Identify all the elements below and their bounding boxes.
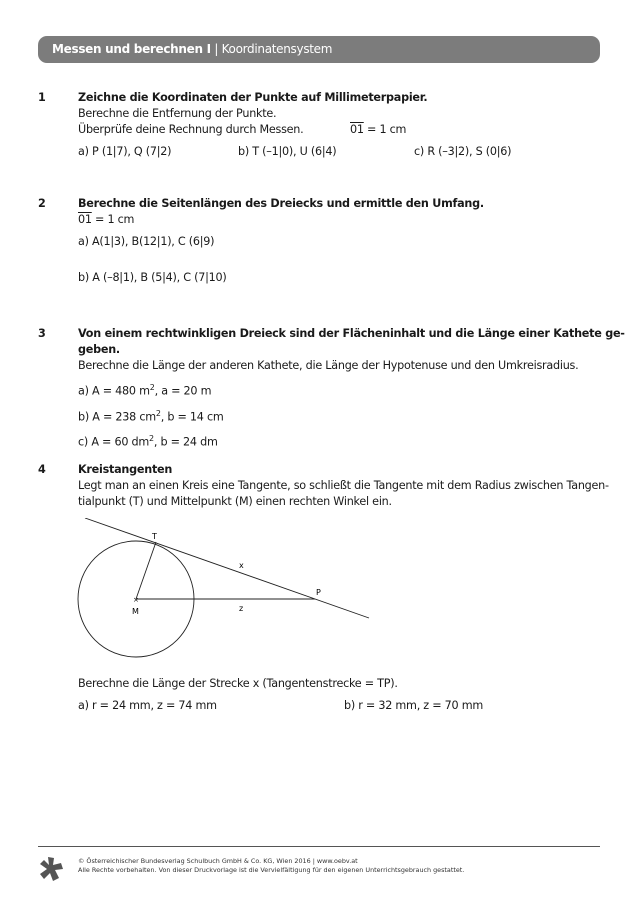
task-number: 3 — [38, 327, 46, 340]
option-a: a) r = 24 mm, z = 74 mm — [78, 699, 217, 712]
option-sup: 2 — [149, 434, 154, 444]
option-a — [78, 380, 600, 400]
radius-line — [136, 542, 156, 599]
option-text: , b = 14 cm — [160, 410, 224, 424]
tangent-line — [85, 518, 369, 618]
footer — [78, 857, 464, 875]
task-title: Zeichne die Koordinaten der Punkte auf Millimeterpapier. — [78, 91, 428, 104]
unit-note — [78, 212, 600, 228]
header-title: Messen und berechnen I — [52, 42, 211, 56]
unit-note — [350, 122, 406, 138]
option-text: , b = 24 dm — [153, 436, 218, 450]
header-subtitle: Koordinatensystem — [221, 42, 333, 56]
option-b: b) T (–1|0), U (6|4) — [238, 145, 337, 158]
task-text-row — [78, 122, 600, 138]
task-title-cont: geben. — [78, 343, 120, 356]
option-text: c) A = 60 dm — [78, 436, 150, 450]
footer-divider — [38, 846, 600, 847]
task-number: 1 — [38, 91, 46, 104]
option-text: b) A = 238 cm — [78, 410, 156, 424]
page-header — [38, 36, 600, 63]
option-sup: 2 — [155, 408, 161, 418]
options-row — [78, 698, 600, 714]
publisher-logo-icon — [38, 855, 66, 883]
task-title: Von einem rechtwinkligen Dreieck sind der Flächeninhalt und die Länge einer Kathete ge- — [78, 327, 625, 340]
task-question: Berechne die Länge der Strecke x (Tangentenstrecke = TP). — [78, 677, 398, 690]
option-text: a) A = 480 m — [78, 384, 150, 398]
option-sup: 2 — [149, 383, 155, 392]
tangent-figure — [77, 518, 377, 668]
unit-value: = 1 cm — [363, 123, 407, 136]
task-text: Berechne die Länge der anderen Kathete, die Länge der Hypotenuse und den Umkreisradius. — [78, 359, 579, 372]
unit-value: = 1 cm — [91, 213, 135, 226]
footer-copyright: © Österreichischer Bundesverlag Schulbuch GmbH & Co. KG, Wien 2016 | www.oebv.at — [78, 857, 358, 865]
option-b: b) A (–8|1), B (5|4), C (7|10) — [78, 271, 227, 284]
task-title: Berechne die Seitenlängen des Dreiecks und ermittle den Umfang. — [78, 197, 484, 210]
task-text: Legt man an einen Kreis eine Tangente, so schließt die Tangente mit dem Radius zwischen Tangen- — [78, 479, 609, 492]
center-mark: × — [133, 596, 139, 604]
options-row — [78, 144, 600, 160]
option-a: a) A(1|3), B(12|1), C (6|9) — [78, 235, 215, 248]
label-x: x — [239, 561, 244, 570]
task-text: Berechne die Entfernung der Punkte. — [78, 107, 277, 120]
option-text: , a = 20 m — [154, 384, 212, 398]
unit-label: 01 — [350, 123, 364, 136]
label-t: T — [152, 532, 157, 541]
task-text: tialpunkt (T) und Mittelpunkt (M) einen rechten Winkel ein. — [78, 495, 392, 508]
label-m: M — [132, 607, 139, 616]
unit-label: 01 — [78, 213, 92, 226]
option-c: c) R (–3|2), S (0|6) — [414, 145, 512, 158]
task-number: 2 — [38, 197, 46, 210]
option-b — [78, 406, 600, 426]
task-text: Überprüfe deine Rechnung durch Messen. — [78, 123, 304, 136]
task-title: Kreistangenten — [78, 463, 173, 476]
task-number: 4 — [38, 463, 46, 476]
footer-rights: Alle Rechte vorbehalten. Von dieser Druckvorlage ist die Vervielfältigung für den eigenen Unterrichtsgebrauch gestattet. — [78, 866, 465, 874]
label-p: P — [316, 588, 321, 597]
option-c — [78, 431, 600, 451]
option-a: a) P (1|7), Q (7|2) — [78, 145, 172, 158]
label-z: z — [239, 604, 244, 613]
header-separator: | — [214, 42, 219, 56]
option-b: b) r = 32 mm, z = 70 mm — [344, 699, 484, 712]
